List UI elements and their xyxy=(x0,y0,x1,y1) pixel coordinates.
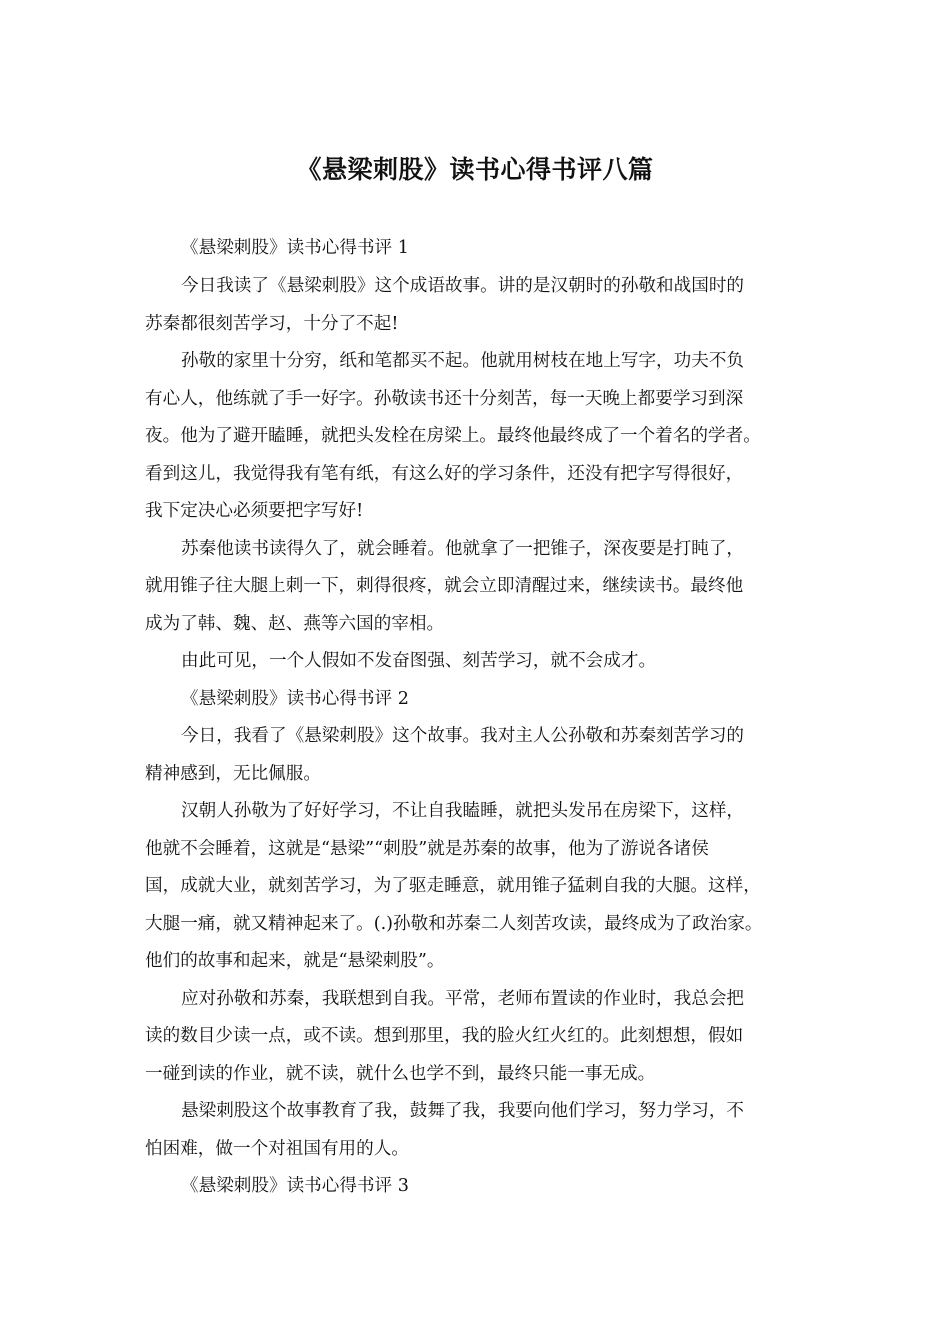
section-heading-1: 《悬梁刺股》读书心得书评 1 xyxy=(181,238,409,258)
paragraph-line: 孙敬的家里十分穷，纸和笔都买不起。他就用树枝在地上写字，功夫不负 xyxy=(181,351,745,371)
paragraph-line: 应对孙敬和苏秦，我联想到自我。平常，老师布置读的作业时，我总会把 xyxy=(181,989,745,1009)
paragraph-line: 成为了韩、魏、赵、燕等六国的宰相。 xyxy=(145,614,445,634)
section-heading-3: 《悬梁刺股》读书心得书评 3 xyxy=(181,1176,409,1196)
paragraph-line: 有心人，他练就了手一好字。孙敬读书还十分刻苦，每一天晚上都要学习到深 xyxy=(145,389,744,409)
paragraph-line: 夜。他为了避开瞌睡，就把头发栓在房梁上。最终他最终成了一个着名的学者。 xyxy=(145,426,761,446)
paragraph-line: 今日我读了《悬梁刺股》这个成语故事。讲的是汉朝时的孙敬和战国时的 xyxy=(181,276,745,296)
paragraph-line: 一碰到读的作业，就不读，就什么也学不到，最终只能一事无成。 xyxy=(145,1064,656,1084)
paragraph-line: 国，成就大业，就刻苦学习，为了驱走睡意，就用锥子猛刺自我的大腿。这样， xyxy=(145,876,761,896)
paragraph-line: 大腿一痛，就又精神起来了。(.)孙敬和苏秦二人刻苦攻读，最终成为了政治家。 xyxy=(145,914,763,934)
document-title: 《悬梁刺股》读书心得书评八篇 xyxy=(296,155,654,184)
paragraph-line: 就用锥子往大腿上刺一下，刺得很疼，就会立即清醒过来，继续读书。最终他 xyxy=(145,576,744,596)
paragraph-line: 读的数目少读一点，或不读。想到那里，我的脸火红火红的。此刻想想，假如 xyxy=(145,1026,744,1046)
paragraph-line: 悬梁刺股这个故事教育了我，鼓舞了我，我要向他们学习，努力学习，不 xyxy=(181,1101,745,1121)
paragraph-line: 汉朝人孙敬为了好好学习，不让自我瞌睡，就把头发吊在房梁下，这样， xyxy=(181,801,745,821)
section-heading-2: 《悬梁刺股》读书心得书评 2 xyxy=(181,689,409,709)
paragraph-line: 他们的故事和起来，就是“悬梁刺股”。 xyxy=(145,951,445,971)
paragraph-line: 怕困难，做一个对祖国有用的人。 xyxy=(145,1139,409,1159)
paragraph-line: 由此可见，一个人假如不发奋图强、刻苦学习，就不会成才。 xyxy=(181,651,657,671)
paragraph-line: 看到这儿，我觉得我有笔有纸，有这么好的学习条件，还没有把字写得很好， xyxy=(145,464,744,484)
paragraph-line: 今日，我看了《悬梁刺股》这个故事。我对主人公孙敬和苏秦刻苦学习的 xyxy=(181,726,745,746)
paragraph-line: 他就不会睡着，这就是“悬梁”“刺股”就是苏秦的故事，他为了游说各诸侯 xyxy=(145,839,709,859)
paragraph-line: 苏秦他读书读得久了，就会睡着。他就拿了一把锥子，深夜要是打盹了， xyxy=(181,539,745,559)
paragraph-line: 苏秦都很刻苦学习，十分了不起! xyxy=(145,314,399,334)
paragraph-line: 精神感到，无比佩服。 xyxy=(145,764,321,784)
paragraph-line: 我下定决心必须要把字写好! xyxy=(145,501,364,521)
